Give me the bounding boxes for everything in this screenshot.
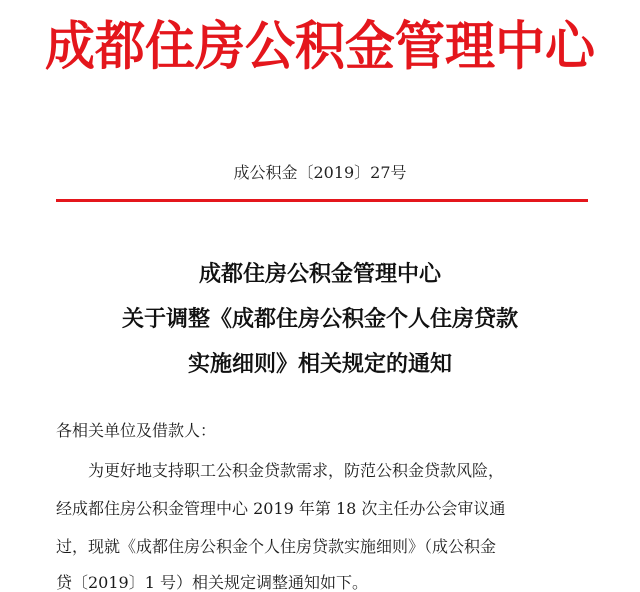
body-line-3: 过，现就《成都住房公积金个人住房贷款实施细则》（成公积金 [56, 537, 497, 556]
masthead-org-name: 成都住房公积金管理中心 [45, 15, 595, 77]
title-line-2: 关于调整《成都住房公积金个人住房贷款 [121, 306, 518, 332]
title-line-3: 实施细则》相关规定的通知 [187, 351, 452, 377]
title-line-1: 成都住房公积金管理中心 [198, 261, 441, 287]
red-divider [56, 199, 588, 202]
salutation: 各相关单位及借款人： [56, 421, 217, 440]
body-line-2: 经成都住房公积金管理中心 2019 年第 18 次主任办公会审议通 [56, 499, 506, 518]
document-number: 成公积金〔2019〕27号 [233, 163, 407, 182]
body-line-4: 贷〔2019〕1 号）相关规定调整通知如下。 [56, 573, 368, 592]
body-line-1: 为更好地支持职工公积金贷款需求，防范公积金贷款风险， [88, 461, 505, 480]
